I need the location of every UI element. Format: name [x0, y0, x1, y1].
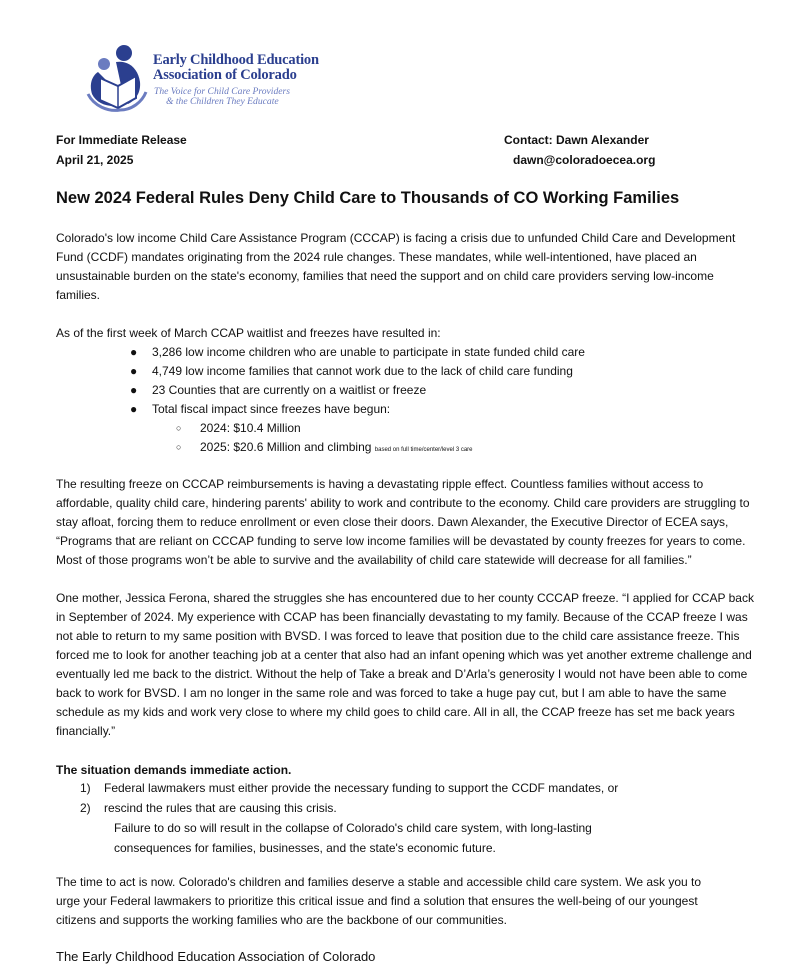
list-item	[56, 362, 585, 381]
release-label: For Immediate Release	[56, 133, 187, 147]
bullet-circle-icon: ○	[176, 423, 182, 433]
list-item	[56, 400, 585, 460]
release-date: April 21, 2025	[56, 153, 134, 167]
list-item	[152, 419, 585, 438]
release-block	[56, 130, 187, 170]
list-item	[56, 778, 618, 798]
organization-logo	[84, 40, 324, 114]
family-reading-icon	[84, 40, 154, 114]
logo-tagline-line1: The Voice for Child Care Providers	[154, 86, 290, 97]
list-item	[152, 438, 585, 460]
bullet-dot-icon: ●	[130, 402, 138, 416]
list-item-text: Total fiscal impact since freezes have begun:	[152, 402, 391, 416]
list-item-text: 4,749 low income families that cannot work due to the lack of child care funding	[152, 364, 573, 378]
ripple-effect-text: The resulting freeze on CCCAP reimbursements is having a devastating ripple effect. Countless families without access to affordable, quality child care, hindering parents' ability to work and contribute to the economy. Child care providers are struggling to stay afloat, forcing them to reduce enrollment or even close their doors. Dawn Alexander, the Executive Director of ECEA says, “Programs that are reliant on CCCAP funding to serve low income families will be devastated by county freezes for years to come. Most of those programs won’t be able to survive and the availability of child care statewide will decrease for all families.”	[56, 477, 750, 567]
list-number: 2)	[80, 801, 91, 815]
list-item	[56, 798, 618, 818]
contact-email[interactable]: dawn@coloradoecea.org	[513, 153, 656, 167]
action-list	[56, 778, 618, 818]
footnote-text: based on full time/center/level 3 care	[374, 447, 473, 453]
bullet-dot-icon: ●	[130, 383, 138, 397]
list-item	[56, 343, 585, 362]
list-item	[56, 381, 585, 400]
bullet-dot-icon: ●	[130, 364, 138, 378]
waitlist-intro	[56, 324, 756, 343]
list-number: 1)	[80, 781, 91, 795]
bullet-circle-icon: ○	[176, 442, 182, 452]
logo-tagline	[154, 87, 290, 106]
closing-text: The time to act is now. Colorado's children and families deserve a stable and accessible child care system. We ask you to urge your Federal lawmakers to prioritize this critical issue and find a solution that ensures the well-being of our youngest citizens and supports the working families who are the backbone of our communities.	[56, 875, 702, 927]
list-item-text: 3,286 low income children who are unable to participate in state funded child care	[152, 345, 585, 359]
action-heading: The situation demands immediate action.	[56, 763, 292, 777]
intro-paragraph	[56, 229, 756, 305]
list-item-text: 2024: $10.4 Million	[200, 421, 301, 435]
list-item-text: 23 Counties that are currently on a waitlist or freeze	[152, 383, 427, 397]
bullet-dot-icon: ●	[130, 345, 138, 359]
logo-tagline-line2: & the Children They Educate	[166, 95, 279, 107]
list-item-text: rescind the rules that are causing this crisis.	[104, 801, 337, 815]
logo-name-line1: Early Childhood Education	[153, 52, 319, 68]
testimonial-paragraph	[56, 589, 756, 741]
contact-block	[504, 130, 655, 170]
logo-name-line2: Association of Colorado	[153, 66, 297, 83]
contact-name: Contact: Dawn Alexander	[504, 133, 649, 147]
intro-text: Colorado's low income Child Care Assistance Program (CCCAP) is facing a crisis due to unfunded Child Care and Development Fund (CCDF) mandates originating from the 2024 rule changes. These mandates, while well-intentioned, have placed an unsustainable burden on the state's economy, families that need the support and on child care providers serving low-income families.	[56, 231, 736, 302]
list-item-text: 2025: $20.6 Million and climbing	[200, 440, 372, 454]
closing-paragraph	[56, 873, 716, 930]
waitlist-intro-text: As of the first week of March CCAP waitlist and freezes have resulted in:	[56, 326, 441, 340]
list-item-text: Federal lawmakers must either provide the necessary funding to support the CCDF mandates, or	[104, 781, 619, 795]
impact-list	[56, 343, 585, 460]
press-release-title: New 2024 Federal Rules Deny Child Care to Thousands of CO Working Families	[56, 189, 680, 207]
failure-consequence: Failure to do so will result in the collapse of Colorado's child care system, with long-lasting consequences for families, businesses, and the state's economic future.	[114, 821, 592, 855]
fiscal-impact-list	[152, 419, 585, 460]
ripple-effect-paragraph	[56, 475, 756, 570]
logo-name	[153, 53, 319, 82]
testimonial-text: One mother, Jessica Ferona, shared the struggles she has encountered due to her county CCCAP freeze. “I applied for CCAP back in September of 2024. My experience with CCAP has been financially devastating to my family. Because of the CCAP freeze I was not able to return to my same position with BVSD. I was forced to leave that position due to the child care assistance freeze. This forced me to look for another teaching job at a center that also had an infant opening which was yet another extreme challenge and eventually led me back to the district. Without the help of Take a break and D’Arla’s generosity I would not have been able to come back to work for BVSD. I am no longer in the same role and was forced to take a huge pay cut, but I am able to have the same schedule as my kids and work very close to where my child goes to child care. All in all, the CCAP freeze has set me back years financially.”	[56, 591, 754, 738]
signature: The Early Childhood Education Association of Colorado	[56, 949, 376, 964]
